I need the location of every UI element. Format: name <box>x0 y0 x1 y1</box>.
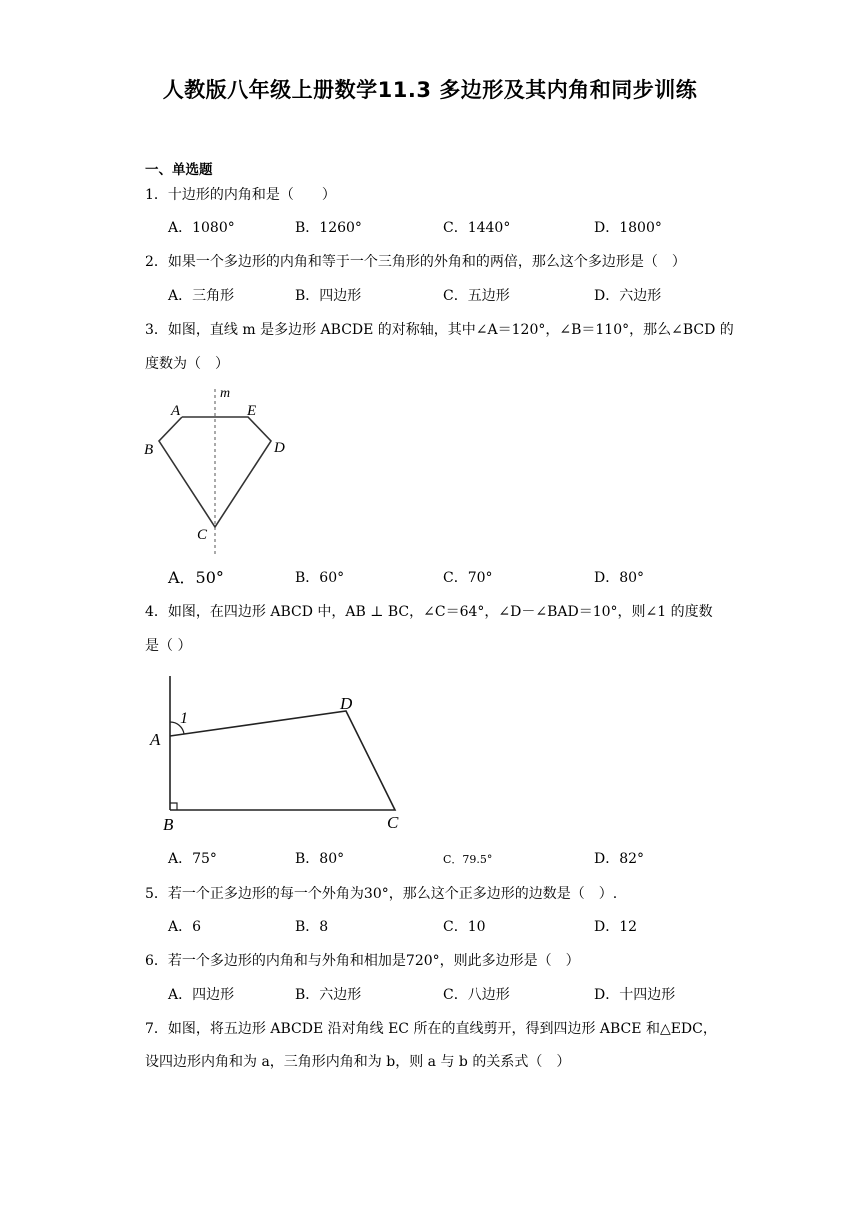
option-d: D．80° <box>594 570 645 586</box>
question-4-text: 4．如图，在四边形 ABCD 中，AB ⊥ BC，∠C＝64°，∠D－∠BAD＝10°，则∠1 的度数 <box>145 604 713 620</box>
option-a: A．四边形 <box>168 987 235 1003</box>
option-b: B．80° <box>295 851 345 867</box>
option-a: A．6 <box>168 919 202 935</box>
option-c: C．70° <box>443 570 493 586</box>
option-c: C．79.5° <box>443 853 493 866</box>
question-3-options <box>168 568 768 588</box>
quadrilateral-figure <box>140 670 420 840</box>
question-7-text: 7．如图，将五边形 ABCDE 沿对角线 EC 所在的直线剪开，得到四边形 ABCE 和△EDC， <box>145 1021 717 1037</box>
question-1-text: 1．十边形的内角和是（ ） <box>145 187 336 203</box>
option-b: B．60° <box>295 570 345 586</box>
option-d: D．六边形 <box>594 288 662 304</box>
question-3-text-cont: 度数为（ ） <box>145 356 229 372</box>
option-a: A．1080° <box>168 220 235 236</box>
option-b: B．8 <box>295 919 329 935</box>
question-2-options <box>168 286 768 306</box>
page-title: 人教版八年级上册数学11.3 多边形及其内角和同步训练 <box>162 78 698 102</box>
option-b: B．六边形 <box>295 987 362 1003</box>
quadrilateral-abcd <box>170 711 395 810</box>
option-b: B．四边形 <box>295 288 362 304</box>
right-angle-mark <box>170 803 177 810</box>
option-a: A．50° <box>168 568 224 587</box>
option-d: D．十四边形 <box>594 987 676 1003</box>
question-4-options <box>168 849 768 869</box>
label-d: D <box>340 694 353 713</box>
question-5-options <box>168 917 768 937</box>
label-e: E <box>247 403 257 419</box>
option-b: B．1260° <box>295 220 362 236</box>
label-c: C <box>197 527 208 543</box>
question-6-text: 6．若一个多边形的内角和与外角和相加是720°，则此多边形是（ ） <box>145 953 580 969</box>
question-7-text-cont: 设四边形内角和为 a，三角形内角和为 b，则 a 与 b 的关系式（ ） <box>145 1054 571 1070</box>
option-a: A．三角形 <box>168 288 235 304</box>
label-a: A <box>171 403 181 419</box>
pentagon-figure <box>140 385 300 560</box>
label-c: C <box>387 813 399 832</box>
option-d: D．12 <box>594 919 638 935</box>
label-1: 1 <box>180 710 188 727</box>
question-2-text: 2．如果一个多边形的内角和等于一个三角形的外角和的两倍，那么这个多边形是（ ） <box>145 254 686 270</box>
option-c: C．10 <box>443 919 486 935</box>
question-6-options <box>168 985 768 1005</box>
option-c: C．八边形 <box>443 987 510 1003</box>
label-d: D <box>274 440 285 456</box>
option-d: D．1800° <box>594 220 662 236</box>
question-4-text-cont: 是（ ） <box>145 638 192 654</box>
label-a: A <box>150 730 161 749</box>
option-c: C．1440° <box>443 220 511 236</box>
label-b: B <box>144 442 154 458</box>
label-b: B <box>163 815 174 834</box>
question-5-text: 5．若一个正多边形的每一个外角为30°，那么这个正多边形的边数是（ ）. <box>145 886 618 902</box>
label-m: m <box>220 386 231 401</box>
option-a: A．75° <box>168 851 217 867</box>
option-d: D．82° <box>594 851 645 867</box>
question-1-options <box>168 218 768 238</box>
section-heading: 一、单选题 <box>145 162 213 178</box>
option-c: C．五边形 <box>443 288 510 304</box>
question-3-text: 3．如图，直线 m 是多边形 ABCDE 的对称轴，其中∠A＝120°，∠B＝110°，那么∠BCD 的 <box>145 322 734 338</box>
